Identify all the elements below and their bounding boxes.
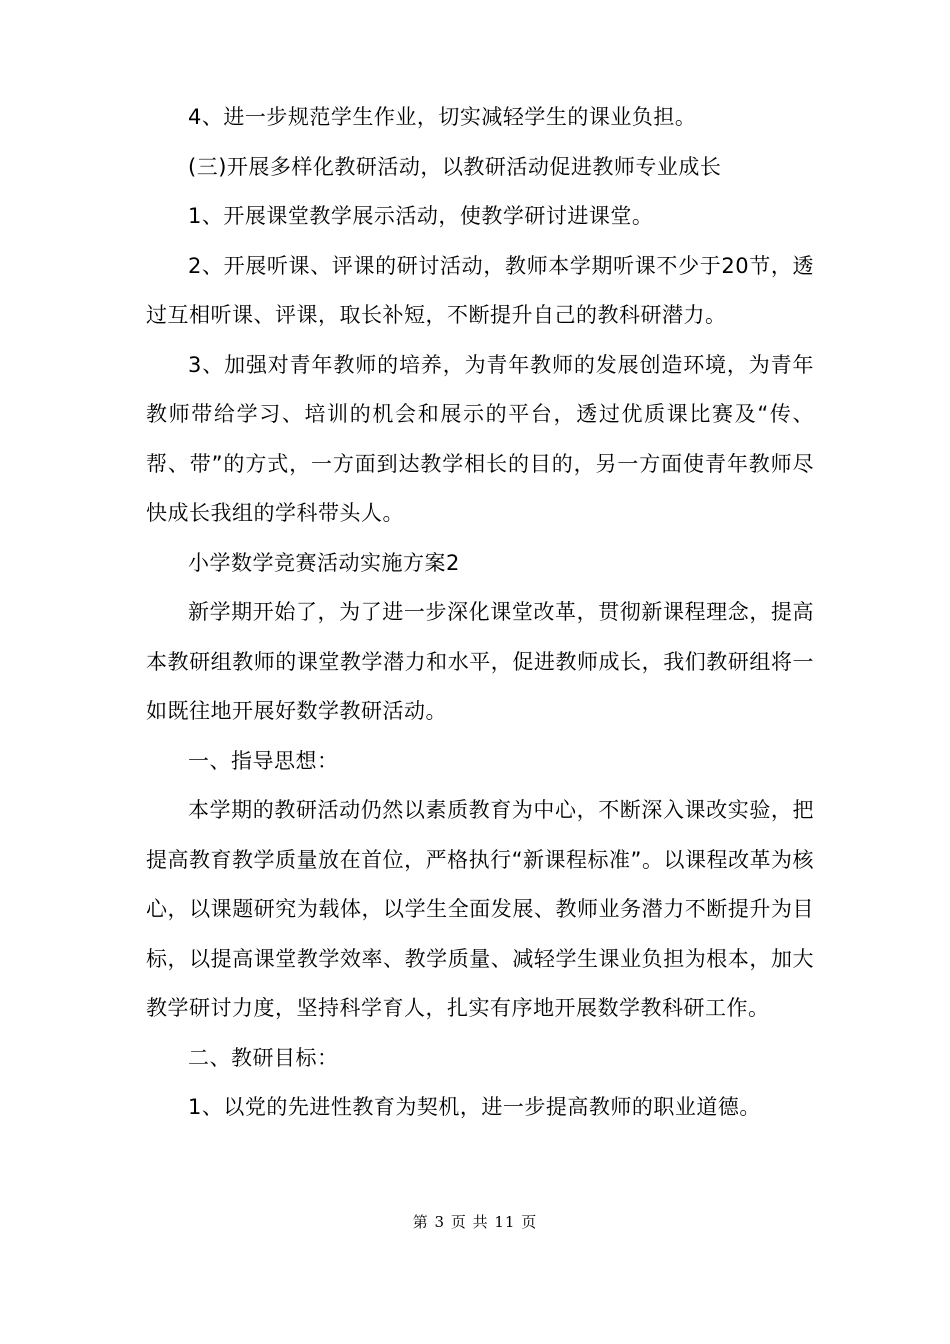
footer-current-page: 3 [434, 1213, 446, 1231]
paragraph-classroom-display: 1、开展课堂教学展示活动，使教学研讨进课堂。 [188, 204, 654, 228]
paragraph-young-teachers: 3、加强对青年教师的培养，为青年教师的发展创造环境，为青年教师带给学习、培训的机会和展示的平台，透过优质课比赛及“传、帮、带”的方式，一方面到达教学相长的目的，另一方面使青年教师尽快成长我组的学科带头人。 [146, 352, 814, 525]
document-body [146, 93, 814, 1133]
paragraph-intro: 新学期开始了，为了进一步深化课堂改革，贯彻新课程理念，提高本教研组教师的课堂教学潜力和水平，促进教师成长，我们教研组将一如既往地开展好数学教研活动。 [146, 600, 814, 723]
paragraph-homework: 4、进一步规范学生作业，切实减轻学生的课业负担。 [188, 105, 697, 129]
paragraph-goal-1: 1、以党的先进性教育为契机，进一步提高教师的职业道德。 [188, 1095, 761, 1119]
paragraph-guiding-thought: 本学期的教研活动仍然以素质教育为中心，不断深入课改实验，把提高教育教学质量放在首位，严格执行“新课程标准”。以课程改革为核心，以课题研究为载体，以学生全面发展、教师业务潜力不断提升为目标，以提高课堂教学效率、教学质量、减轻学生课业负担为根本，加大教学研讨力度，坚持科学育人，扎实有序地开展数学教科研工作。 [146, 798, 814, 1020]
footer-middle: 页 共 [450, 1213, 489, 1231]
footer-suffix: 页 [521, 1213, 538, 1231]
section-heading-guiding-thought: 一、指导思想： [188, 748, 339, 773]
footer-total-pages: 11 [494, 1213, 516, 1231]
footer-prefix: 第 [412, 1213, 429, 1231]
page-footer [0, 1212, 950, 1232]
plan-title-2: 小学数学竞赛活动实施方案2 [188, 550, 460, 575]
paragraph-lesson-observation: 2、开展听课、评课的研讨活动，教师本学期听课不少于20节，透过互相听课、评课，取长补短，不断提升自己的教科研潜力。 [146, 253, 814, 327]
section-heading-3: (三)开展多样化教研活动，以教研活动促进教师专业成长 [188, 154, 722, 179]
section-heading-research-goals: 二、教研目标： [188, 1045, 339, 1070]
